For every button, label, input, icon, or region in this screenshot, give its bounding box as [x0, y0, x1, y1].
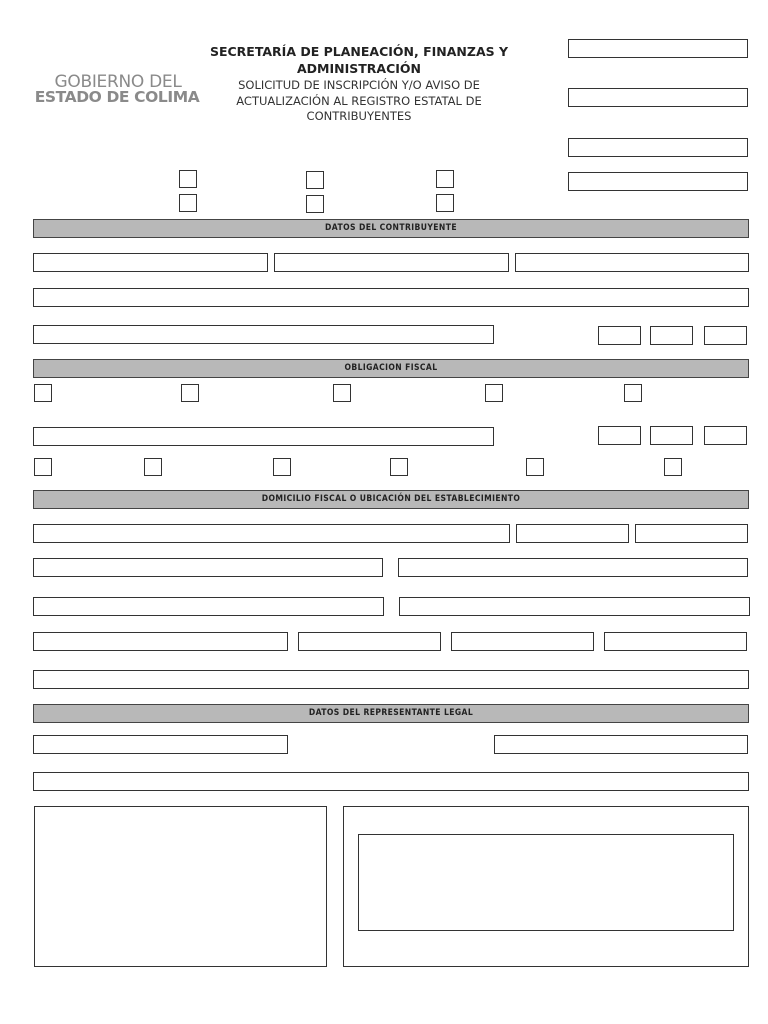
movimiento-checkbox-4[interactable] — [390, 458, 408, 476]
obligacion-checkbox-4[interactable] — [485, 384, 503, 402]
fax-field[interactable] — [451, 632, 594, 651]
obligacion-checkbox-2[interactable] — [181, 384, 199, 402]
folio-field[interactable] — [568, 39, 748, 58]
nombre-field[interactable] — [515, 253, 749, 272]
referencias-field[interactable] — [33, 670, 749, 689]
localidad-field[interactable] — [398, 558, 748, 577]
obligacion-dia-field[interactable] — [598, 426, 641, 445]
movimiento-checkbox-6[interactable] — [664, 458, 682, 476]
rfc-field[interactable] — [33, 325, 494, 344]
municipio-field[interactable] — [33, 597, 384, 616]
checkbox-option-6[interactable] — [436, 194, 454, 212]
fecha-mes-field[interactable] — [650, 326, 693, 345]
section-datos-contribuyente: DATOS DEL CONTRIBUYENTE — [33, 219, 749, 238]
representante-nombre-field[interactable] — [33, 735, 288, 754]
apellido-materno-field[interactable] — [274, 253, 509, 272]
logo-line-gobierno: GOBIERNO DEL — [54, 72, 182, 92]
representante-rfc-field[interactable] — [494, 735, 748, 754]
fecha-anio-field[interactable] — [704, 326, 747, 345]
obligacion-checkbox-1[interactable] — [34, 384, 52, 402]
page-title: SECRETARÍA DE PLANEACIÓN, FINANZAS Y ADMINISTRACIÓN — [209, 44, 509, 76]
colonia-field[interactable] — [33, 558, 383, 577]
logo-line-estado: ESTADO DE COLIMA — [34, 88, 200, 106]
calle-field[interactable] — [33, 524, 510, 543]
firma-box[interactable] — [34, 806, 327, 967]
obligacion-otra-field[interactable] — [33, 427, 494, 446]
razon-social-field[interactable] — [33, 288, 749, 307]
numero-interior-field[interactable] — [635, 524, 748, 543]
header-field-2[interactable] — [568, 88, 748, 107]
header-field-3[interactable] — [568, 138, 748, 157]
checkbox-option-5[interactable] — [436, 170, 454, 188]
checkbox-inscripcion[interactable] — [179, 170, 197, 188]
obligacion-checkbox-3[interactable] — [333, 384, 351, 402]
sello-inner-box[interactable] — [358, 834, 734, 931]
correo-field[interactable] — [604, 632, 747, 651]
section-obligacion-fiscal: OBLIGACION FISCAL — [33, 359, 749, 378]
apellido-paterno-field[interactable] — [33, 253, 268, 272]
obligacion-anio-field[interactable] — [704, 426, 747, 445]
movimiento-checkbox-5[interactable] — [526, 458, 544, 476]
telefono-field[interactable] — [298, 632, 441, 651]
checkbox-option-4[interactable] — [306, 195, 324, 213]
section-domicilio-fiscal: DOMICILIO FISCAL O UBICACIÓN DEL ESTABLECIMIENTO — [33, 490, 749, 509]
obligacion-checkbox-5[interactable] — [624, 384, 642, 402]
movimiento-checkbox-2[interactable] — [144, 458, 162, 476]
fecha-dia-field[interactable] — [598, 326, 641, 345]
checkbox-option-3[interactable] — [306, 171, 324, 189]
page-subtitle: SOLICITUD DE INSCRIPCIÓN Y/O AVISO DE ACTUALIZACIÓN AL REGISTRO ESTATAL DE CONTRIBUYENTES — [236, 78, 482, 123]
codigo-postal-field[interactable] — [33, 632, 288, 651]
numero-exterior-field[interactable] — [516, 524, 629, 543]
checkbox-option-2[interactable] — [179, 194, 197, 212]
movimiento-checkbox-3[interactable] — [273, 458, 291, 476]
header-field-4[interactable] — [568, 172, 748, 191]
entre-calles-field[interactable] — [399, 597, 750, 616]
section-representante-legal: DATOS DEL REPRESENTANTE LEGAL — [33, 704, 749, 723]
obligacion-mes-field[interactable] — [650, 426, 693, 445]
movimiento-checkbox-1[interactable] — [34, 458, 52, 476]
representante-domicilio-field[interactable] — [33, 772, 749, 791]
